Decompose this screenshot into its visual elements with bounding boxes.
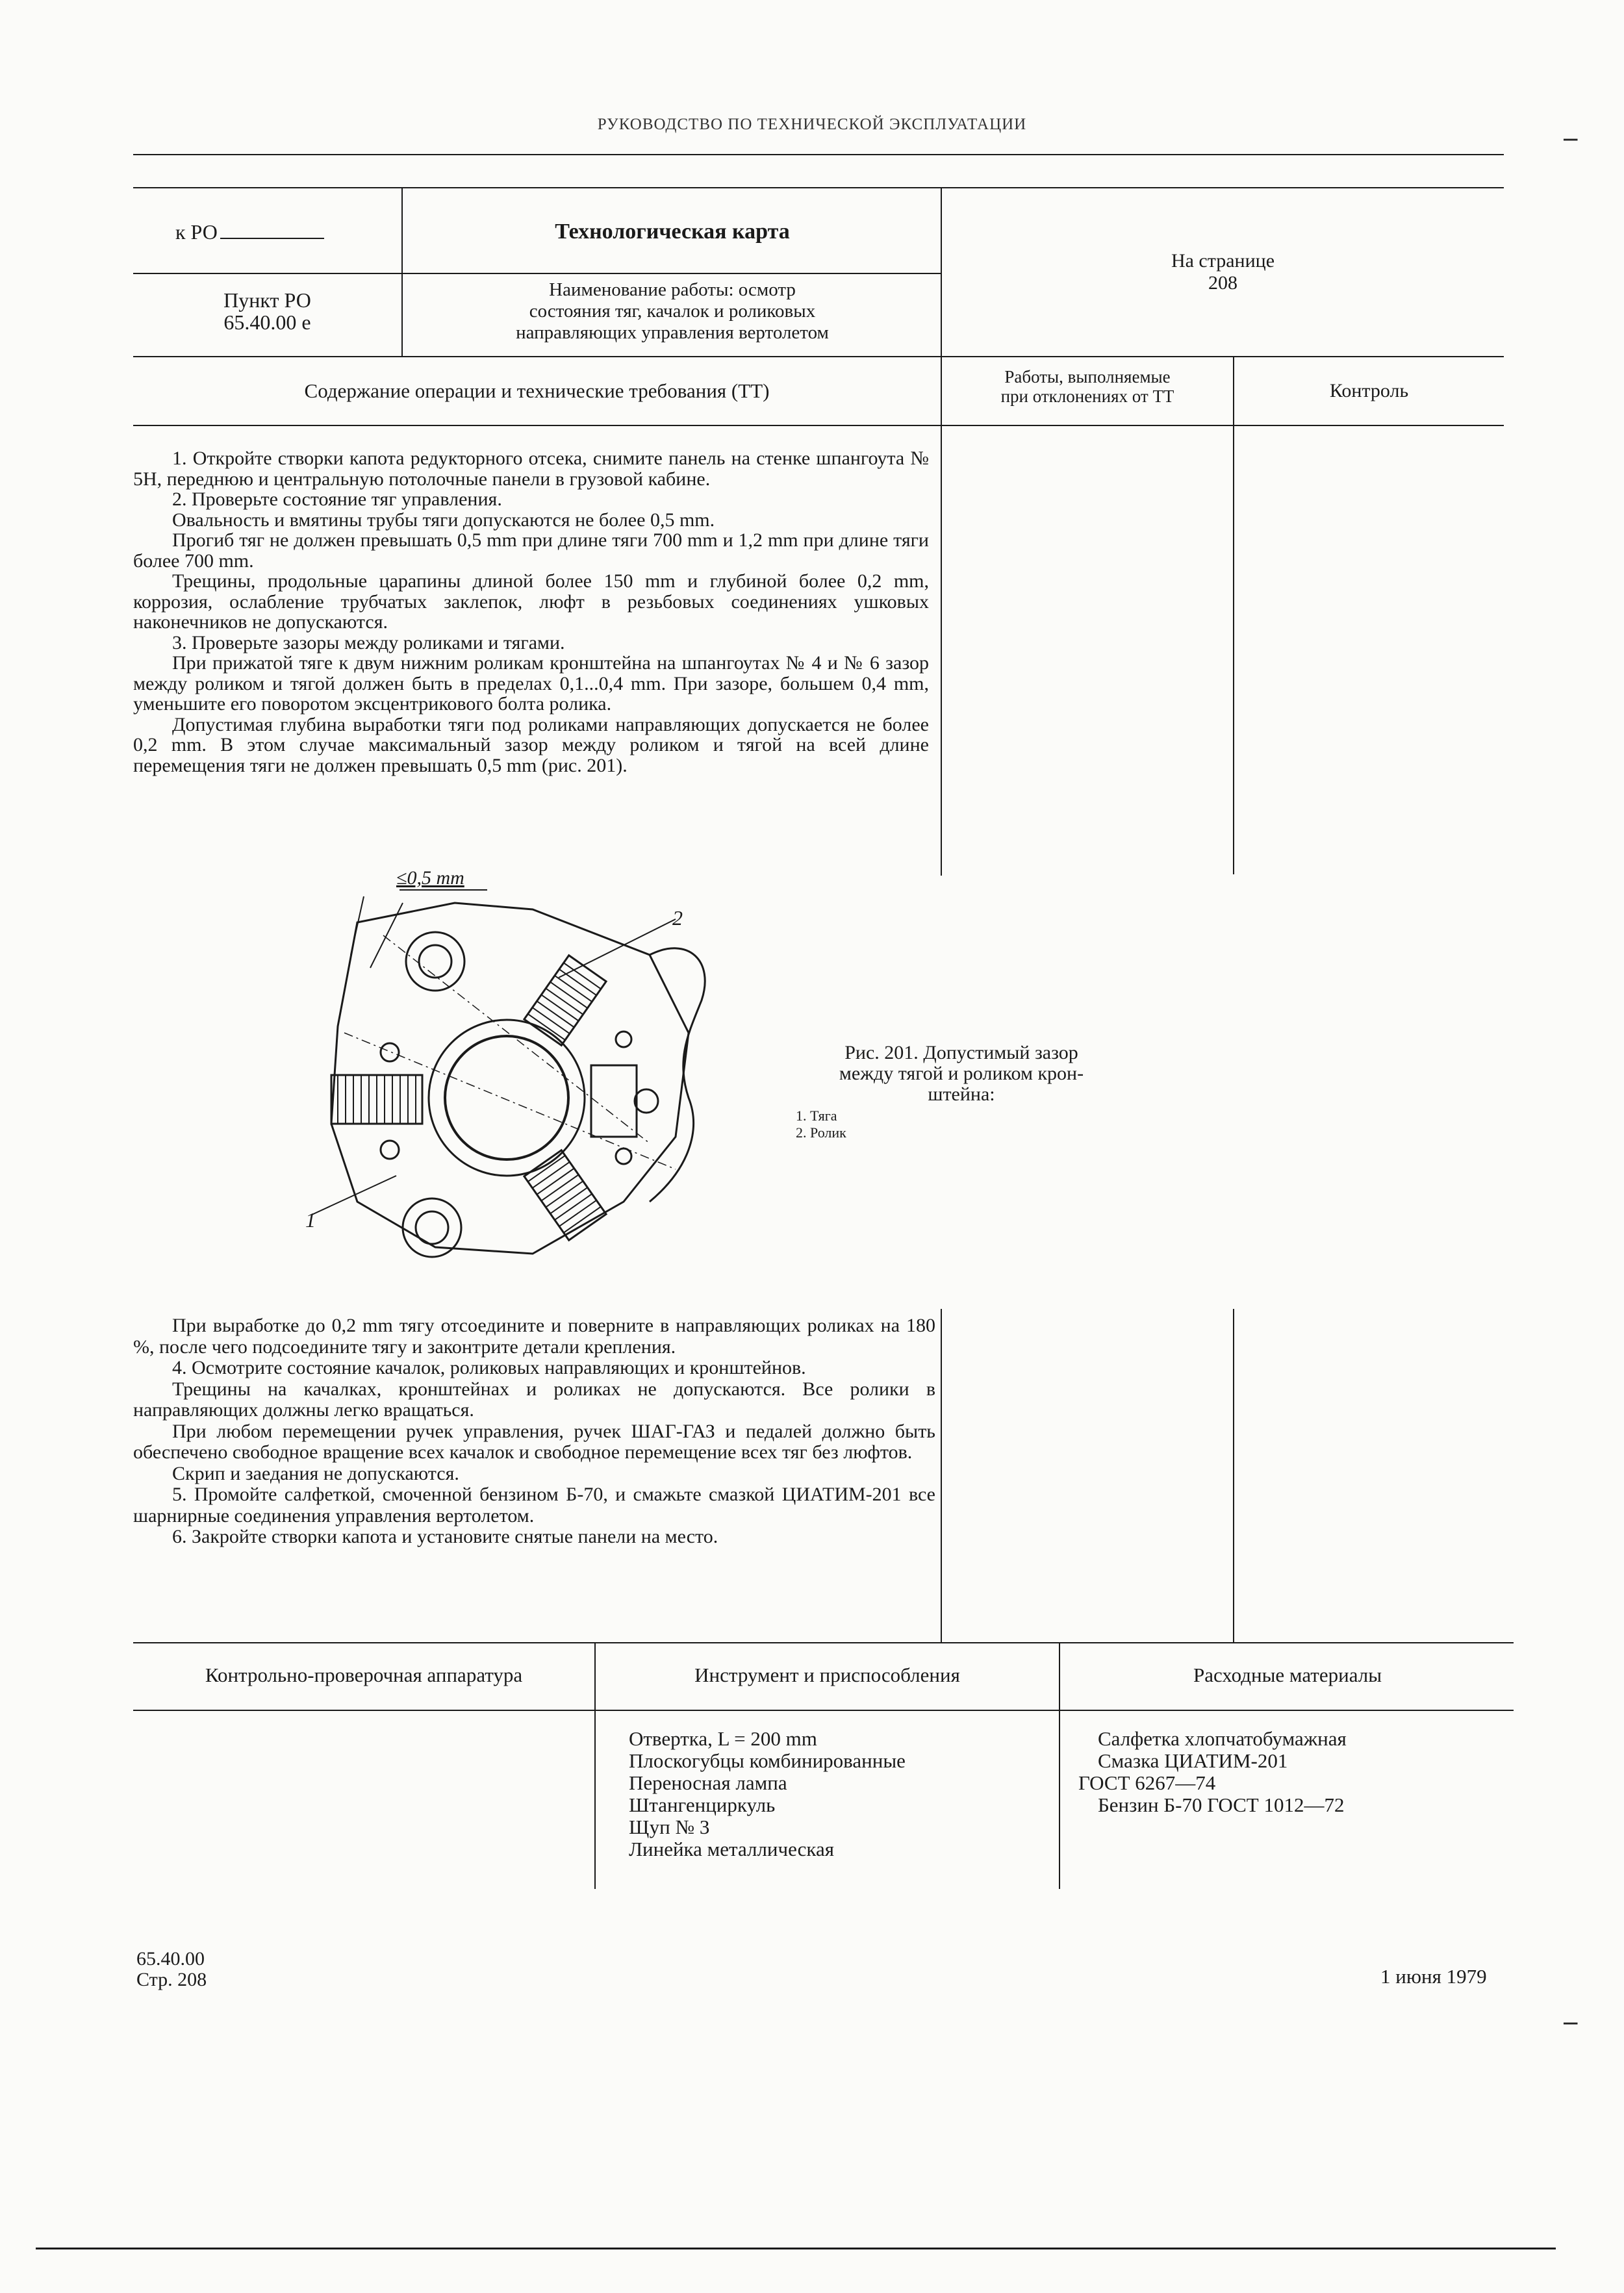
material-item: Смазка ЦИАТИМ-201 [1098,1749,1288,1772]
col-header-content: Содержание операции и технические требования (ТТ) [304,379,770,402]
step-4-squeak: Скрип и заедания не допускаются. [172,1462,459,1484]
work-name: Наименование работы: осмотр состояния тяг, качалок и роликовых направляющих управления вертолетом [516,279,829,343]
page-footer-left [136,1949,207,1990]
material-item: ГОСТ 6267—74 [1078,1771,1216,1794]
page-ref-label: На странице [1171,250,1275,272]
material-item: Бензин Б-70 ГОСТ 1012—72 [1098,1793,1345,1816]
tool-item: Отвертка, L = 200 mm [629,1727,817,1750]
leader-1 [312,1176,396,1215]
card-bottom-rule [133,356,1504,357]
materials-list [1078,1728,1347,1816]
page-ref-number: 208 [1208,272,1237,294]
tool-item: Плоскогубцы комбинированные [629,1749,906,1772]
step-2-bending: Прогиб тяг не должен превышать 0,5 mm при длине тяги 700 mm и 1,2 mm при длине тяги более 700 mm. [133,529,929,572]
item-ro [133,289,401,333]
roller-right [591,1065,637,1137]
step-4-movement: При любом перемещении ручек управления, ручек ШАГ-ГАЗ и педалей должно быть обеспечено свободное вращение всех качалок и свободное перемещение всех тяг без люфтов. [133,1420,935,1463]
page-ref [942,250,1504,294]
mount-hole-bottom [403,1198,461,1257]
step-5: 5. Промойте салфеткой, смоченной бензином Б-70, и смажьте смазкой ЦИАТИМ-201 все шарнирные соединения управления вертолетом. [133,1484,935,1527]
equipment-top-rule [133,1642,1514,1643]
step-3-gap: При прижатой тяге к двум нижним роликам кронштейна на шпангоутах № 4 и № 6 зазор между роликом и тягой должен быть в пределах 0,1...0,4 mm. При зазоре, большем 0,4 mm, уменьшите его поворотом эксцентрикового болта ролика. [133,652,929,715]
roller-top [524,956,606,1045]
rod-tube-inner [445,1036,568,1159]
legend-roller: 2. Ролик [796,1124,846,1141]
step-3-wear: Допустимая глубина выработки тяги под роликами направляющих допускается не более 0,2 mm. В этом случае максимальный зазор между роликом и тягой на всей длине перемещения тяги не должен превышать 0,5 mm (рис. 201). [133,713,929,776]
material-item: Салфетка хлопчатобумажная [1098,1727,1347,1750]
operation-text-top [133,448,929,776]
equipment-col-tools: Инструмент и приспособления [694,1664,960,1686]
equipment-col-control: Контрольно-проверочная аппаратура [205,1664,523,1686]
callout-1: 1 [305,1208,316,1232]
step-1: 1. Откройте створки капота редукторного отсека, снимите панель на стенке шпангоута № 5Н, переднюю и центральную потолочные панели в грузовой кабине. [133,448,929,490]
step-2-ovality: Овальность и вмятины трубы тяги допускаются не более 0,5 mm. [172,509,715,531]
step-4-cracks: Трещины на качалках, кронштейнах и роликах не допускаются. Все ролики в направляющих должны легко вращаться. [133,1378,935,1421]
footer-page: Стр. 208 [136,1969,207,1990]
margin-mark: ‒ [1562,2007,1579,2037]
legend-rod: 1. Тяга [796,1108,837,1124]
footer-date: 1 июня 1979 [1380,1965,1487,1988]
step-3: 3. Проверьте зазоры между роликами и тягами. [172,631,565,653]
ref-ro-label: к РО [175,221,324,243]
wear-rotation: При выработке до 0,2 mm тягу отсоедините и поверните в направляющих роликах на 180 %, после чего подсоедините тягу и законтрите детали крепления. [133,1315,935,1358]
card-middle-rule [133,273,942,274]
figure-legend [796,1108,846,1141]
step-2: 2. Проверьте состояние тяг управления. [172,488,502,510]
tool-item: Переносная лампа [629,1771,787,1794]
col-divider-control-body [1233,426,1234,874]
margin-mark: ‒ [1562,123,1579,153]
tool-item: Щуп № 3 [629,1816,710,1838]
equipment-header-rule [133,1710,1514,1711]
tools-list [629,1728,906,1860]
col-header-bottom-rule [133,425,1504,426]
rod-tube-outer [429,1020,585,1176]
tool-item: Штангенциркуль [629,1793,776,1816]
card-top-rule [133,187,1504,188]
tool-item: Линейка металлическая [629,1838,835,1860]
mount-hole-top [406,932,464,991]
roller-bottom [524,1150,606,1240]
lower-divider-1 [941,1309,942,1643]
leader-2 [559,919,676,978]
callout-2: 2 [672,906,683,930]
card-title: Технологическая карта [555,220,790,244]
figure-caption: Рис. 201. Допустимый зазор между тягой и роликом крон- штейна: [839,1042,1084,1105]
lower-divider-2 [1233,1309,1234,1643]
item-ro-number: 65.40.00 е [223,310,311,334]
equipment-col-materials: Расходные материалы [1193,1664,1382,1686]
operation-text-bottom [133,1315,935,1548]
step-6: 6. Закройте створки капота и установите снятые панели на место. [172,1526,718,1547]
header-rule [133,154,1504,155]
col-header-control: Контроль [1329,380,1409,401]
col-header-deviations: Работы, выполняемые при отклонениях от ТТ [1000,367,1174,406]
footer-code: 65.40.00 [136,1948,205,1970]
document-header: РУКОВОДСТВО ПО ТЕХНИЧЕСКОЙ ЭКСПЛУАТАЦИИ [597,116,1027,133]
page-bottom-rule [36,2248,1556,2249]
step-2-cracks: Трещины, продольные царапины длиной более 150 mm и глубиной более 0,2 mm, коррозия, ослабление трубчатых заклепок, люфт в резьбовых соединениях ушковых наконечников не допускаются. [133,570,929,633]
step-4: 4. Осмотрите состояние качалок, роликовых направляющих и кронштейнов. [172,1357,806,1378]
figure-dimension: ≤0,5 mm [396,867,464,889]
item-ro-label: Пункт РО [223,288,311,312]
